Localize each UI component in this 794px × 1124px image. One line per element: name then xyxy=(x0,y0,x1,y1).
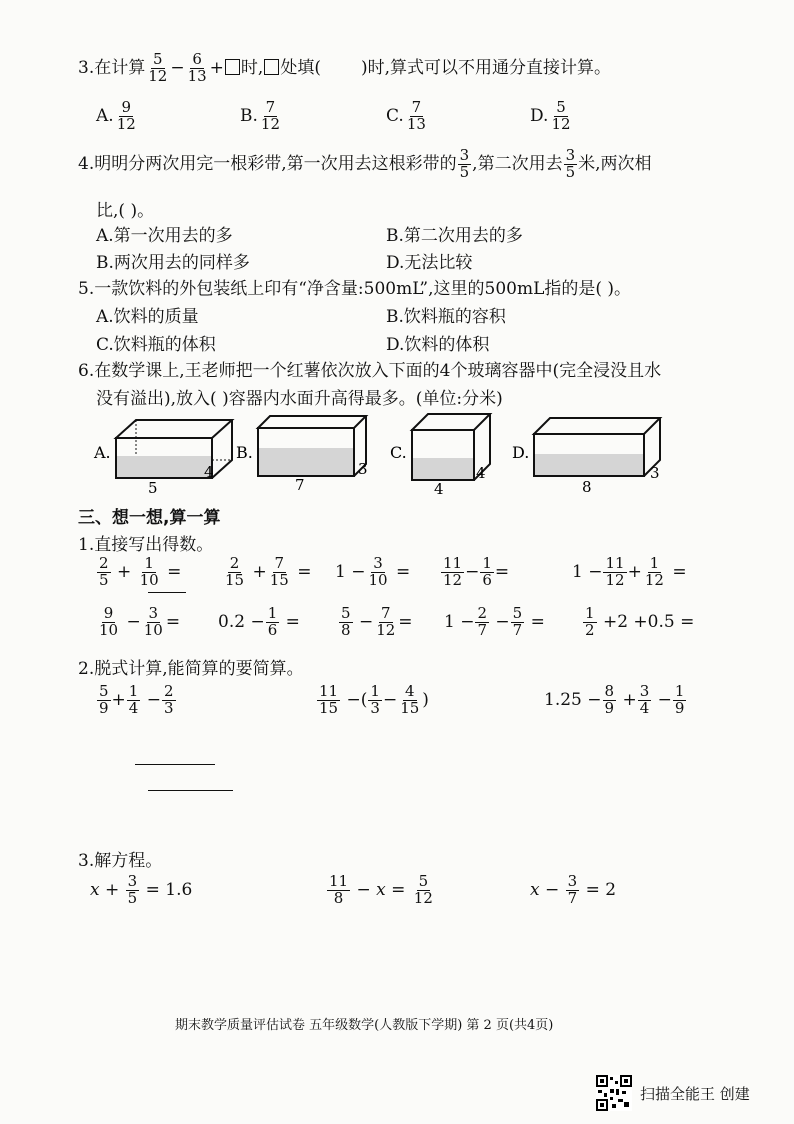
num: 6 xyxy=(192,50,202,68)
den: 12 xyxy=(551,114,571,133)
num: 3 xyxy=(639,682,650,700)
op: − xyxy=(382,689,398,710)
op: + xyxy=(111,689,126,710)
eq: = xyxy=(494,561,510,582)
post: +2 +0.5 = xyxy=(602,611,695,632)
op: −( xyxy=(346,689,368,710)
blank-box xyxy=(264,59,279,75)
num: 3 xyxy=(565,146,576,164)
q3-text: )时,算式可以不用通分直接计算。 xyxy=(360,57,612,78)
den: 10 xyxy=(139,570,159,589)
length-label: 8 xyxy=(582,478,592,496)
part1-title: 1.直接写出得数。 xyxy=(78,535,214,555)
num: 5 xyxy=(153,50,163,68)
num: 8 xyxy=(604,682,615,700)
equation-3 xyxy=(530,874,616,907)
den: 9 xyxy=(99,698,109,717)
part2-title: 2.脱式计算,能简算的要简算。 xyxy=(78,659,304,679)
eq: = xyxy=(398,611,413,632)
op: + xyxy=(209,57,224,78)
q3-line xyxy=(78,52,611,85)
den: 12 xyxy=(605,570,625,589)
den: 3 xyxy=(164,698,174,717)
pre: x − xyxy=(530,879,560,900)
num: 2 xyxy=(477,604,488,622)
pre: 1 − xyxy=(335,561,366,582)
direct-expr xyxy=(335,556,410,589)
op: − xyxy=(170,57,185,78)
num: 11 xyxy=(319,682,339,700)
container-c xyxy=(390,414,490,498)
num: 7 xyxy=(265,98,276,116)
op: + xyxy=(627,561,642,582)
q4-option-d: D.无法比较 xyxy=(386,253,473,273)
den: 4 xyxy=(128,698,139,717)
den: 12 xyxy=(443,570,463,589)
length-label: 7 xyxy=(295,476,305,494)
q5-option-c: C.饮料瓶的体积 xyxy=(96,335,216,355)
num: 3 xyxy=(148,604,159,622)
q5-option-b: B.饮料瓶的容积 xyxy=(386,307,506,327)
q4-text: 4.明明分两次用完一根彩带,第一次用去这根彩带的 xyxy=(78,153,457,174)
container-label: D. xyxy=(512,443,530,462)
direct-expr xyxy=(572,556,687,589)
op: ) xyxy=(422,689,429,710)
den: 2 xyxy=(585,620,595,639)
den: 3 xyxy=(370,698,380,717)
num: 2 xyxy=(164,682,174,700)
num: 5 xyxy=(99,682,109,700)
num: 3 xyxy=(127,872,138,890)
num: 5 xyxy=(556,98,566,116)
direct-expr xyxy=(582,606,694,639)
eq: = xyxy=(395,561,411,582)
op: − xyxy=(146,689,161,710)
num: 2 xyxy=(99,554,109,572)
den: 15 xyxy=(400,698,420,717)
eq: = xyxy=(167,561,182,582)
eq: = xyxy=(297,561,312,582)
post: = 1.6 xyxy=(145,879,193,900)
stepwise-expr-2 xyxy=(316,684,429,717)
q5-line1: 5.一款饮料的外包装纸上印有“净含量:500mL”,这里的500mL指的是( )。 xyxy=(78,279,632,299)
num: 3 xyxy=(373,554,383,572)
container-label: A. xyxy=(94,443,111,462)
post: = 2 xyxy=(585,879,617,900)
num: 1 xyxy=(482,554,492,572)
opt-label: C. xyxy=(386,105,404,126)
den: 5 xyxy=(99,570,109,589)
q3-text: 处填( xyxy=(280,57,321,78)
eq: = xyxy=(165,611,181,632)
num: 1 xyxy=(267,604,278,622)
den: 9 xyxy=(674,698,685,717)
answer-line xyxy=(148,592,186,593)
den: 12 xyxy=(644,570,664,589)
q5-option-d: D.饮料的体积 xyxy=(386,335,490,355)
num: 5 xyxy=(341,604,351,622)
opt-label: A. xyxy=(96,105,114,126)
op: − xyxy=(657,689,672,710)
num: 9 xyxy=(103,604,114,622)
container-a xyxy=(93,420,232,497)
den: 6 xyxy=(267,620,278,639)
num: 2 xyxy=(229,554,240,572)
den: 15 xyxy=(319,698,339,717)
den: 13 xyxy=(406,114,426,133)
q6-line1: 6.在数学课上,王老师把一个红薯依次放入下面的4个玻璃容器中(完全浸没且水 xyxy=(78,361,662,381)
pre: 1.25 − xyxy=(544,689,602,710)
direct-expr xyxy=(218,606,300,639)
q3-prefix: 3.在计算 xyxy=(78,57,146,78)
pre: x + xyxy=(90,879,120,900)
page-footer: 期末教学质量评估试卷 五年级数学(人教版下学期) 第 2 页(共4页) xyxy=(175,1018,554,1033)
container-label: B. xyxy=(236,443,253,462)
direct-expr xyxy=(338,606,413,639)
direct-expr xyxy=(444,606,545,639)
den: 7 xyxy=(512,620,523,639)
den: 6 xyxy=(482,570,492,589)
equation-2 xyxy=(326,874,436,907)
q5-option-a: A.饮料的质量 xyxy=(96,307,199,327)
op: + xyxy=(116,561,132,582)
num: 1 xyxy=(370,682,380,700)
num: 9 xyxy=(121,98,131,116)
den: 8 xyxy=(341,620,351,639)
num: 7 xyxy=(274,554,285,572)
num: 1 xyxy=(144,554,154,572)
num: 7 xyxy=(380,604,391,622)
den: 5 xyxy=(565,162,576,181)
direct-expr xyxy=(96,556,181,589)
num: 11 xyxy=(443,554,463,572)
op: + xyxy=(252,561,267,582)
den: 5 xyxy=(459,162,470,181)
op: + xyxy=(622,689,637,710)
container-b xyxy=(236,416,368,494)
den: 15 xyxy=(225,570,245,589)
den: 8 xyxy=(333,888,344,907)
q4-text: 米,两次相 xyxy=(578,153,652,174)
part3-title: 3.解方程。 xyxy=(78,851,163,871)
q4-line1 xyxy=(78,148,652,181)
stepwise-expr-1 xyxy=(96,684,177,717)
num: 3 xyxy=(567,872,578,890)
den: 12 xyxy=(148,66,168,85)
den: 10 xyxy=(143,620,163,639)
op: − xyxy=(465,561,480,582)
mid: − x = xyxy=(356,879,406,900)
length-label: 5 xyxy=(148,479,158,497)
num: 5 xyxy=(418,872,429,890)
direct-expr xyxy=(96,606,180,639)
num: 1 xyxy=(649,554,660,572)
q3-option-a xyxy=(96,100,139,133)
q4-option-c: B.两次用去的同样多 xyxy=(96,253,250,273)
container-label: C. xyxy=(390,443,407,462)
scanner-watermark: 扫描全能王 创建 xyxy=(640,1085,750,1103)
q4-option-a: A.第一次用去的多 xyxy=(96,226,233,246)
q3-option-b xyxy=(240,100,283,133)
equation-1 xyxy=(90,874,192,907)
op: − xyxy=(358,611,374,632)
den: 4 xyxy=(639,698,650,717)
q3-frac2 xyxy=(186,52,209,85)
opt-label: B. xyxy=(240,105,258,126)
container-d xyxy=(512,418,660,496)
den: 12 xyxy=(116,114,136,133)
num: 11 xyxy=(605,554,625,572)
pre: 0.2 − xyxy=(218,611,265,632)
containers-diagram xyxy=(90,408,700,498)
q6-line2: 没有溢出),放入( )容器内水面升高得最多。(单位:分米) xyxy=(96,389,503,409)
blank-box xyxy=(225,59,240,75)
num: 4 xyxy=(404,682,415,700)
eq: = xyxy=(672,561,687,582)
num: 1 xyxy=(674,682,685,700)
den: 12 xyxy=(260,114,280,133)
width-label: 4 xyxy=(476,464,486,482)
width-label: 4 xyxy=(204,463,214,481)
den: 12 xyxy=(413,888,433,907)
eq: = xyxy=(530,611,545,632)
den: 7 xyxy=(567,888,578,907)
num: 3 xyxy=(459,146,470,164)
direct-expr xyxy=(440,556,509,589)
num: 1 xyxy=(128,682,139,700)
pre: 1 − xyxy=(444,611,475,632)
direct-expr xyxy=(222,556,312,589)
den: 5 xyxy=(127,888,138,907)
q4-text: ,第二次用去 xyxy=(472,153,563,174)
section-title: 三、想一想,算一算 xyxy=(78,508,221,528)
opt-label: D. xyxy=(530,105,549,126)
op: − xyxy=(495,611,510,632)
q4-option-b: B.第二次用去的多 xyxy=(386,226,523,246)
den: 9 xyxy=(604,698,615,717)
answer-line xyxy=(148,790,233,791)
num: 7 xyxy=(411,98,422,116)
length-label: 4 xyxy=(434,480,444,498)
q3-option-d xyxy=(530,100,574,133)
width-label: 3 xyxy=(650,464,660,482)
den: 7 xyxy=(477,620,488,639)
eq: = xyxy=(285,611,300,632)
op: − xyxy=(126,611,141,632)
qr-code-icon xyxy=(596,1075,632,1111)
width-label: 3 xyxy=(358,460,368,478)
q3-text: 时, xyxy=(240,57,264,78)
pre: 1 − xyxy=(572,561,603,582)
num: 1 xyxy=(585,604,595,622)
answer-line xyxy=(135,764,215,765)
num: 11 xyxy=(329,872,349,890)
stepwise-expr-3 xyxy=(544,684,687,717)
q3-option-c xyxy=(386,100,429,133)
q3-frac1 xyxy=(146,52,169,85)
den: 12 xyxy=(376,620,396,639)
den: 10 xyxy=(99,620,119,639)
den: 10 xyxy=(368,570,388,589)
num: 5 xyxy=(512,604,523,622)
den: 13 xyxy=(187,66,207,85)
den: 15 xyxy=(269,570,289,589)
q4-line2: 比,( )。 xyxy=(96,201,155,221)
